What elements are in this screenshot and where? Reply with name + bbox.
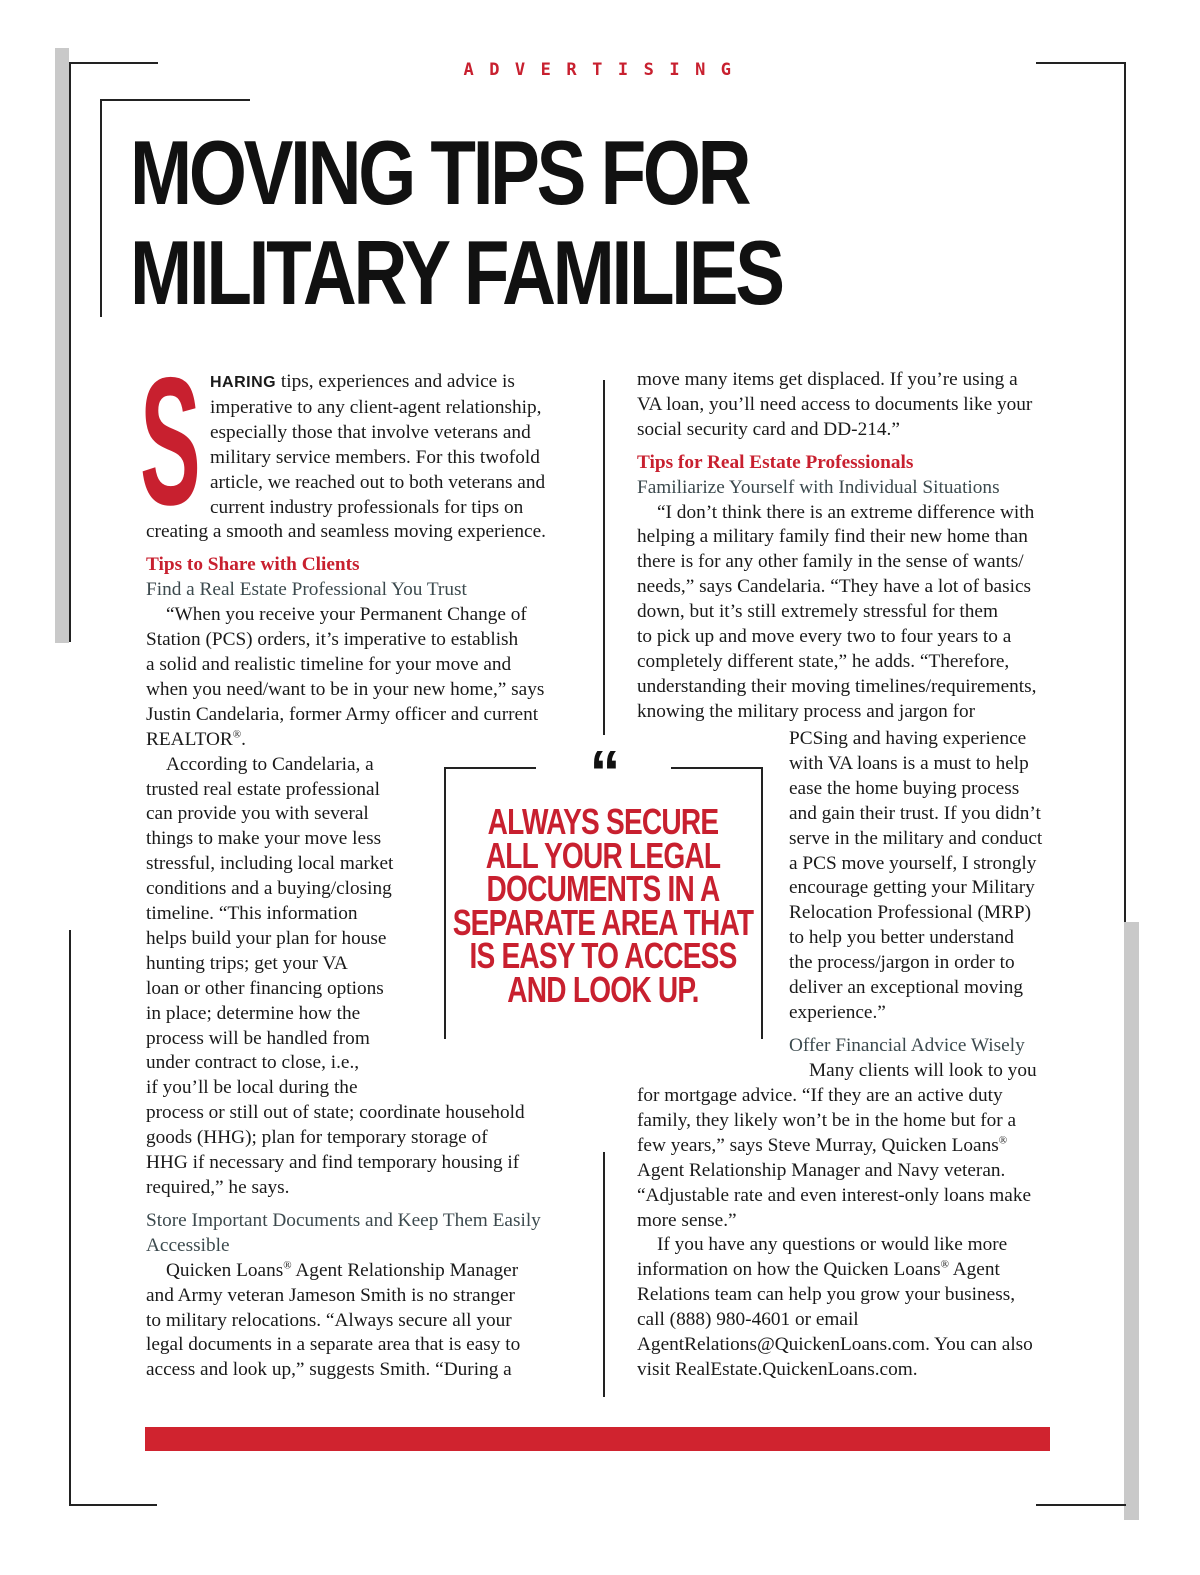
- body-line: to military relocations. “Always secure all your: [146, 1309, 512, 1331]
- body-line: if you’ll be local during the: [146, 1077, 358, 1099]
- pull-quote-line: ALWAYS SECURE: [487, 801, 719, 842]
- body-line: PCSing and having experience: [789, 728, 1027, 749]
- body-line: to help you better understand: [789, 927, 1014, 949]
- frame-corner-top-right-v: [1124, 62, 1126, 922]
- quote-mark-icon: “: [589, 739, 621, 808]
- intro-lead-word: HARING: [210, 374, 277, 391]
- body-line: If you have any questions or would like more: [657, 1234, 1008, 1256]
- body-line: Station (PCS) orders, it’s imperative to establish: [146, 629, 519, 651]
- body-line: required,” he says.: [146, 1177, 290, 1198]
- column-divider-bottom: [603, 1152, 605, 1397]
- quicken-text: Quicken Loans: [166, 1259, 284, 1281]
- right-column-bottom: [637, 1084, 1077, 1383]
- pull-quote: [448, 801, 758, 1010]
- body-text: information on how the Quicken Loans: [637, 1259, 941, 1281]
- body-line: loan or other financing options: [146, 977, 384, 999]
- pull-quote-frame-left: [444, 767, 446, 1039]
- body-line: legal documents in a separate area that is easy to: [146, 1334, 521, 1356]
- body-line: there is for any other family in the sense of wants/: [637, 551, 1024, 573]
- right-column-narrow: [789, 727, 1079, 1084]
- pull-quote-line: SEPARATE AREA THAT: [452, 901, 754, 943]
- frame-corner-top-left-v: [69, 62, 71, 642]
- frame-shade-left: [55, 48, 69, 643]
- frame-corner-bottom-left-h: [69, 1504, 157, 1506]
- body-text: Agent Relationship Manager: [291, 1259, 519, 1281]
- section-label: ADVERTISING: [463, 60, 747, 80]
- body-line: and Army veteran Jameson Smith is no stranger: [146, 1284, 515, 1306]
- registered-mark: ®: [940, 1258, 949, 1271]
- body-line: conditions and a buying/closing: [146, 878, 392, 900]
- body-line: [637, 1258, 1077, 1283]
- body-line: for mortgage advice. “If they are an active duty: [637, 1085, 1003, 1106]
- body-line: family, they likely won’t be in the home but for a: [637, 1109, 1017, 1131]
- drop-cap: S: [140, 339, 201, 543]
- frame-corner-bottom-right-h: [1036, 1504, 1126, 1506]
- body-line: with VA loans is a must to help: [789, 752, 1029, 774]
- subheading-financial: Offer Financial Advice Wisely: [789, 1034, 1025, 1056]
- intro-line: current industry professionals for tips on: [210, 496, 524, 518]
- intro-line: military service members. For this twofold: [210, 446, 540, 468]
- pull-quote-line: AND LOOK UP.: [507, 968, 699, 1010]
- body-line: helping a military family find their new home than: [637, 526, 1028, 548]
- pull-quote-line: ALL YOUR LEGAL: [485, 834, 721, 876]
- body-line: HHG if necessary and find temporary housing if: [146, 1152, 520, 1174]
- registered-mark: ®: [998, 1134, 1008, 1147]
- body-text: Agent: [948, 1259, 1000, 1281]
- body-line: move many items get displaced. If you’re using a: [637, 369, 1018, 390]
- body-line: stressful, including local market: [146, 853, 394, 875]
- body-line: serve in the military and conduct: [789, 827, 1043, 849]
- body-line: Relocation Professional (MRP): [789, 902, 1032, 924]
- body-line: hunting trips; get your VA: [146, 952, 348, 974]
- body-line: process or still out of state; coordinate household: [146, 1102, 525, 1124]
- body-line: process will be handled from: [146, 1027, 370, 1049]
- body-line: needs,” says Candelaria. “They have a lot of basics: [637, 576, 1032, 598]
- pull-quote-text: [447, 801, 759, 1010]
- pull-quote-frame-right: [761, 767, 763, 1039]
- body-line: completely different state,” he adds. “Therefore,: [637, 650, 1010, 672]
- subheading-documents: Store Important Documents and Keep Them Easily: [146, 1209, 541, 1231]
- body-text: few years,” says Steve Murray, Quicken Loans: [637, 1134, 999, 1156]
- body-line: call (888) 980-4601 or email: [637, 1309, 859, 1331]
- column-divider-top: [603, 380, 605, 735]
- body-line: [637, 1134, 1077, 1159]
- body-line: AgentRelations@QuickenLoans.com. You can also: [637, 1334, 1033, 1356]
- body-line: and gain their trust. If you didn’t: [789, 802, 1041, 824]
- heading-tips-clients: Tips to Share with Clients: [146, 554, 360, 576]
- body-line: experience.”: [789, 1001, 886, 1023]
- body-line: knowing the military process and jargon for: [637, 700, 976, 722]
- body-line: According to Candelaria, a: [166, 753, 374, 775]
- headline: [130, 124, 950, 324]
- registered-mark: ®: [232, 728, 242, 741]
- intro-line: imperative to any client-agent relationship,: [210, 396, 542, 418]
- body-line: in place; determine how the: [146, 1002, 361, 1024]
- subheading-familiarize: Familiarize Yourself with Individual Situations: [637, 476, 1000, 498]
- body-line: helps build your plan for house: [146, 927, 387, 949]
- frame-inner-left-v: [100, 99, 102, 317]
- body-line: a solid and realistic timeline for your move and: [146, 653, 512, 675]
- registered-mark: ®: [283, 1259, 292, 1272]
- body-line: when you need/want to be in your new home,” says: [146, 678, 545, 700]
- body-line: can provide you with several: [146, 803, 369, 825]
- intro-line: especially those that involve veterans and: [210, 421, 531, 443]
- subheading-trust: Find a Real Estate Professional You Trust: [146, 579, 467, 601]
- body-line: Agent Relationship Manager and Navy veteran.: [637, 1159, 1006, 1181]
- body-line: visit RealEstate.QuickenLoans.com.: [637, 1358, 918, 1380]
- bottom-accent-bar: [145, 1427, 1050, 1451]
- body-line: a PCS move yourself, I strongly: [789, 852, 1037, 874]
- body-line: Many clients will look to you: [809, 1059, 1037, 1081]
- body-line: ease the home buying process: [789, 777, 1020, 799]
- body-line: social security card and DD-214.”: [637, 418, 900, 440]
- heading-tips-pros: Tips for Real Estate Professionals: [637, 451, 914, 473]
- intro-indented-block: [146, 370, 596, 520]
- realtor-text: REALTOR: [146, 728, 233, 750]
- body-line: things to make your move less: [146, 828, 382, 850]
- body-line: under contract to close, i.e.,: [146, 1052, 360, 1074]
- frame-shade-right: [1124, 922, 1139, 1520]
- body-line: the process/jargon in order to: [789, 952, 1015, 974]
- headline-line-2: MILITARY FAMILIES: [130, 223, 782, 324]
- body-line: timeline. “This information: [146, 903, 358, 925]
- body-line: goods (HHG); plan for temporary storage of: [146, 1127, 488, 1149]
- body-line: [146, 1259, 596, 1284]
- intro-line-1: [210, 370, 596, 396]
- body-line: down, but it’s still extremely stressful for them: [637, 601, 998, 623]
- intro-line-1-text: tips, experiences and advice is: [276, 371, 515, 392]
- subheading-documents-cont: Accessible: [146, 1234, 230, 1256]
- body-line: “When you receive your Permanent Change of: [166, 604, 527, 626]
- body-line: “I don’t think there is an extreme difference with: [657, 501, 1035, 523]
- body-line: access and look up,” suggests Smith. “During a: [146, 1359, 512, 1381]
- body-line: to pick up and move every two to four years to a: [637, 626, 1012, 648]
- frame-corner-bottom-left-v: [69, 930, 71, 1505]
- headline-line-1: MOVING TIPS FOR: [130, 123, 749, 224]
- body-line: understanding their moving timelines/requirements,: [637, 675, 1037, 697]
- intro-last-line: creating a smooth and seamless moving experience.: [146, 521, 546, 543]
- body-line-realtor: [146, 728, 596, 753]
- pull-quote-frame-top-left: [444, 767, 536, 769]
- pull-quote-line: DOCUMENTS IN A: [486, 868, 720, 909]
- body-line: deliver an exceptional moving: [789, 977, 1023, 999]
- body-line: “Adjustable rate and even interest-only loans make: [637, 1184, 1032, 1206]
- pull-quote-line: IS EASY TO ACCESS: [469, 935, 737, 976]
- right-column: [637, 368, 1077, 725]
- body-line: more sense.”: [637, 1209, 737, 1231]
- body-line: VA loan, you’ll need access to documents like your: [637, 393, 1033, 415]
- body-line: Justin Candelaria, former Army officer and current: [146, 703, 539, 725]
- body-line: encourage getting your Military: [789, 877, 1035, 899]
- body-line: trusted real estate professional: [146, 778, 380, 800]
- period-text: .: [241, 728, 246, 750]
- frame-inner-top-h: [100, 99, 250, 101]
- intro-line: article, we reached out to both veterans and: [210, 471, 546, 493]
- body-line: Relations team can help you grow your business,: [637, 1284, 1016, 1306]
- pull-quote-frame-top-right: [671, 767, 762, 769]
